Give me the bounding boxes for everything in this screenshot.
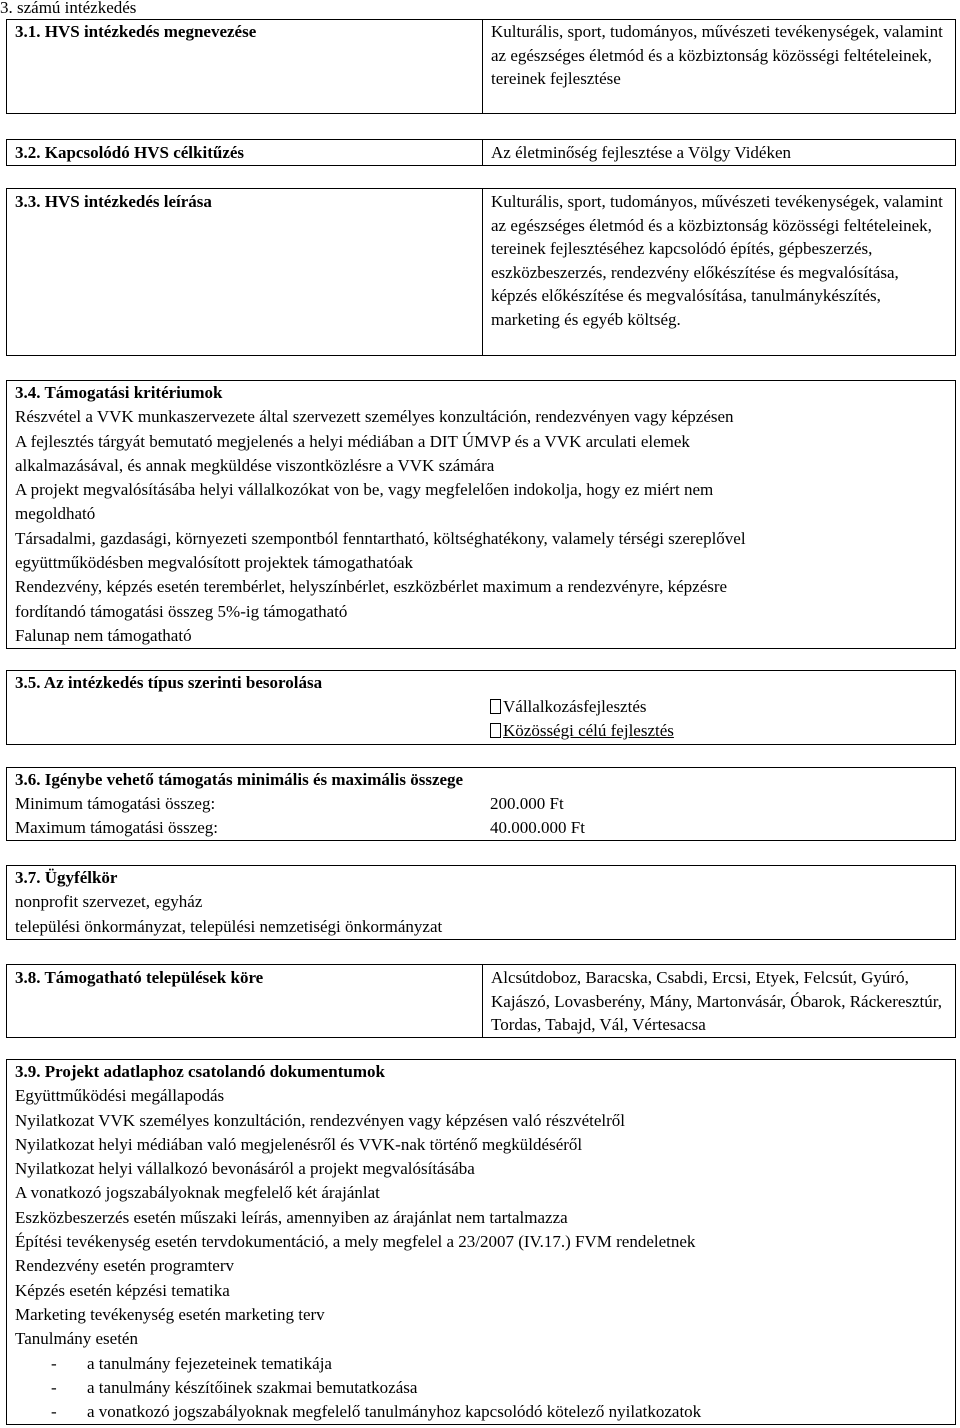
client-group-heading: 3.7. Ügyfélkör — [15, 868, 118, 887]
min-amount-value: 200.000 Ft — [490, 794, 564, 814]
document-item: Nyilatkozat helyi vállalkozó bevonásáról a projekt megvalósításába — [15, 1159, 475, 1179]
document-item: Együttműködési megállapodás — [15, 1086, 225, 1106]
document-item: Képzés esetén képzési tematika — [15, 1280, 230, 1300]
criteria-line: alkalmazásával, és annak megküldése viszontközlésre a VVK számára — [15, 455, 495, 475]
dash-bullet: - — [51, 1377, 57, 1397]
settlements-label: 3.8. Támogatható települések köre — [7, 965, 483, 1038]
description-value: Kulturális, sport, tudományos, művészeti tevékenységek, valamint az egészséges életmód és a közbiztonság közösségi feltételeinek, tereinek fejlesztéséhez kapcsolódó építés, gépbeszerzés, eszközbeszerzés, rendezvény előkészítése és megvalósítása, képzés előkészítése és megvalósítása, tanulmánykészítés, marketing és egyéb költség. — [483, 189, 956, 356]
option-enterprise-development — [482, 695, 647, 719]
classification-heading: 3.5. Az intézkedés típus szerinti besorolása — [15, 673, 323, 692]
description-table — [6, 188, 956, 356]
option-community-label: Közösségi célú fejlesztés — [503, 721, 674, 741]
document-item: Építési tevékenység esetén tervdokumentáció, a mely megfelel a 23/2007 (IV.17.) FVM rendeletnek — [15, 1232, 696, 1252]
criteria-line: fordítandó támogatási összeg 5%-ig támogatható — [15, 601, 348, 621]
client-group-item: nonprofit szervezet, egyház — [15, 892, 203, 912]
support-criteria-section — [6, 380, 956, 649]
settlements-value: Alcsútdoboz, Baracska, Csabdi, Ercsi, Etyek, Felcsút, Gyúró, Kajászó, Lovasberény, Mány, Martonvásár, Óbarok, Ráckeresztúr, Tordas, Tabajd, Vál, Vértesacsa — [483, 965, 956, 1038]
description-label: 3.3. HVS intézkedés leírása — [7, 189, 483, 356]
document-item: Nyilatkozat helyi médiában való megjelenésről és VVK-nak történő megküldéséről — [15, 1134, 583, 1154]
document-sub-item-text: a vonatkozó jogszabályoknak megfelelő tanulmányhoz kapcsolódó kötelező nyilatkozatok — [87, 1402, 702, 1422]
measure-name-table — [6, 19, 956, 114]
criteria-line: együttműködésben megvalósított projektek támogathatóak — [15, 553, 413, 573]
dash-bullet: - — [51, 1402, 57, 1422]
support-amount-heading: 3.6. Igénybe vehető támogatás minimális és maximális összege — [15, 770, 464, 789]
criteria-line: Társadalmi, gazdasági, környezeti szempontból fenntartható, költséghatékony, valamely térségi szereplővel — [15, 528, 746, 548]
support-criteria-heading: 3.4. Támogatási kritériumok — [15, 383, 223, 402]
checkbox-icon — [490, 723, 501, 738]
objective-value: Az életminőség fejlesztése a Völgy Vidéken — [483, 140, 956, 166]
document-sub-item-text: a tanulmány fejezeteinek tematikája — [87, 1353, 332, 1373]
objective-table — [6, 139, 956, 166]
classification-section — [6, 670, 956, 745]
min-amount-label: Minimum támogatási összeg: — [15, 794, 216, 814]
document-sub-item — [7, 1352, 955, 1376]
max-amount-value: 40.000.000 Ft — [490, 818, 585, 838]
documents-heading: 3.9. Projekt adatlaphoz csatolandó dokumentumok — [15, 1062, 385, 1081]
criteria-line: Részvétel a VVK munkaszervezete által szervezett személyes konzultáción, rendezvényen vagy képzésen — [15, 407, 734, 427]
document-item: Eszközbeszerzés esetén műszaki leírás, amennyiben az árajánlat nem tartalmazza — [15, 1207, 568, 1227]
measure-number: 3. számú intézkedés — [0, 0, 137, 17]
document-item: Tanulmány esetén — [15, 1329, 138, 1349]
objective-label: 3.2. Kapcsolódó HVS célkitűzés — [7, 140, 483, 166]
criteria-line: Falunap nem támogatható — [15, 625, 192, 645]
max-amount-label: Maximum támogatási összeg: — [15, 818, 219, 838]
document-item: Marketing tevékenység esetén marketing terv — [15, 1304, 325, 1324]
support-amount-section — [6, 767, 956, 841]
criteria-line: A projekt megvalósításába helyi vállalkozókat von be, vagy megfelelően indokolja, hogy ez miért nem — [15, 480, 714, 500]
document-item: Nyilatkozat VVK személyes konzultáción, rendezvényen vagy képzésen való részvételről — [15, 1110, 626, 1130]
dash-bullet: - — [51, 1353, 57, 1373]
option-community-development — [482, 719, 674, 743]
documents-section — [6, 1059, 956, 1425]
criteria-line: A fejlesztés tárgyát bemutató megjelenés a helyi médiában a DIT ÚMVP és a VVK arculati elemek — [15, 431, 690, 451]
settlements-table — [6, 964, 956, 1038]
document-sub-item — [7, 1400, 955, 1424]
checkbox-icon — [490, 699, 501, 714]
criteria-line: megoldható — [15, 504, 96, 524]
document-sub-item-text: a tanulmány készítőinek szakmai bemutatkozása — [87, 1377, 418, 1397]
measure-name-value: Kulturális, sport, tudományos, művészeti tevékenységek, valamint az egészséges életmód és a közbiztonság közösségi feltételeinek, tereinek fejlesztése — [483, 20, 956, 114]
measure-name-label: 3.1. HVS intézkedés megnevezése — [7, 20, 483, 114]
document-item: A vonatkozó jogszabályoknak megfelelő két árajánlat — [15, 1183, 380, 1203]
document-item: Rendezvény esetén programterv — [15, 1256, 235, 1276]
client-group-item: települési önkormányzat, települési nemzetiségi önkormányzat — [15, 916, 443, 936]
option-enterprise-label: Vállalkozásfejlesztés — [503, 697, 647, 717]
client-group-section — [6, 865, 956, 940]
document-sub-item — [7, 1376, 955, 1400]
criteria-line: Rendezvény, képzés esetén terembérlet, helyszínbérlet, eszközbérlet maximum a rendezvényre, képzésre — [15, 577, 728, 597]
